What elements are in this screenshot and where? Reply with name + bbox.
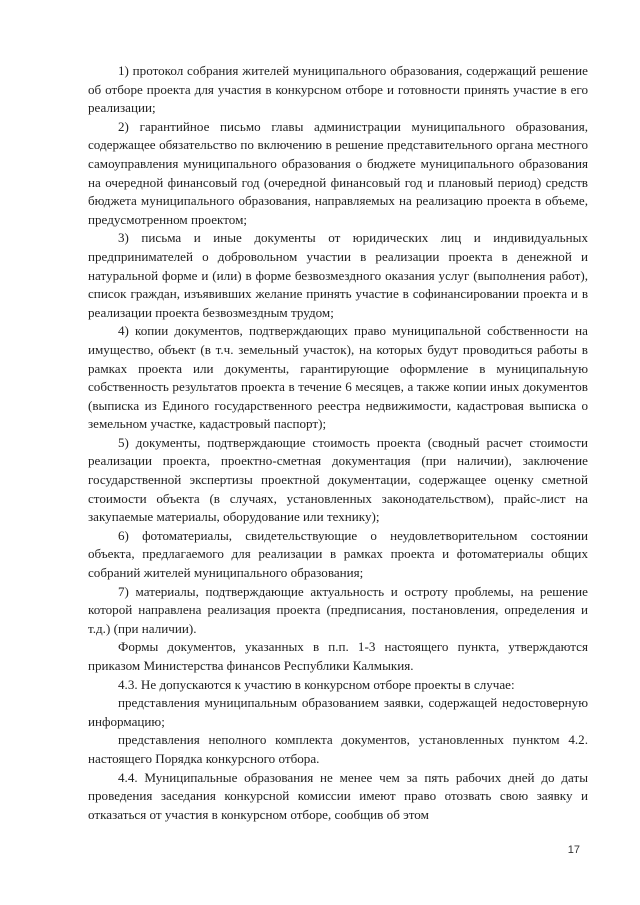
paragraph-forms: Формы документов, указанных в п.п. 1-3 настоящего пункта, утверждаются приказом Министерства финансов Республики Калмыкия. xyxy=(88,639,588,673)
paragraph-item-3: 3) письма и иные документы от юридических лиц и индивидуальных предпринимателей о добровольном участии в реализации проекта в денежной и натуральной форме и (или) в форме безвозмездного оказания услуг (выполнения работ), список граждан, изъявивших желание принять участие в софинансировании проекта и в реализации проекта безвозмездным трудом; xyxy=(88,230,588,320)
paragraph-item-5: 5) документы, подтверждающие стоимость проекта (сводный расчет стоимости реализации проекта, проектно-сметная документация (при наличии), заключение государственной экспертизы проектной документации, содержащее оценку сметной стоимости объекта (в случаях, установленных законодательством), прайс-лист на закупаемые материалы, оборудование или технику); xyxy=(88,434,588,525)
paragraph-condition-1: представления муниципальным образованием заявки, содержащей недостоверную информацию; xyxy=(88,695,588,729)
paragraph-section-4-4: 4.4. Муниципальные образования не менее чем за пять рабочих дней до даты проведения заседания конкурсной комиссии имеют право отозвать свою заявку и отказаться от участия в конкурсном отборе, сообщив об этом xyxy=(88,769,588,822)
paragraph-item-7: 7) материалы, подтверждающие актуальность и остроту проблемы, на решение которой направлена реализация проекта (предписания, постановления, определения и т.д.) (при наличии). xyxy=(88,583,588,636)
paragraph-section-4-3: 4.3. Не допускаются к участию в конкурсном отборе проекты в случае: xyxy=(118,676,515,692)
paragraph-condition-2: представления неполного комплекта документов, установленных пунктом 4.2. настоящего Порядка конкурсного отбора. xyxy=(88,732,588,766)
paragraph-item-4: 4) копии документов, подтверждающих право муниципальной собственности на имущество, объект (в т.ч. земельный участок), на которых будут проводиться работы в рамках проекта или документы, гарантирующие оформление в муниципальную собственность результатов проекта в течение 6 месяцев, а также копии иных документов (выписка из Единого государственного реестра недвижимости, кадастровая выписка о земельном участке, кадастровый паспорт); xyxy=(88,323,588,432)
page-number: 17 xyxy=(567,844,580,856)
document-body xyxy=(88,62,588,824)
paragraph-item-2: 2) гарантийное письмо главы администрации муниципального образования, содержащее обязательство по включению в решение представительного органа местного самоуправления муниципального образования о бюджете муниципального образования на очередной финансовый год (очередной финансовый год и плановый период) средств бюджета муниципального образования, направляемых на реализацию проекта в объеме, предусмотренном проектом; xyxy=(88,118,588,227)
paragraph-item-6: 6) фотоматериалы, свидетельствующие о неудовлетворительном состоянии объекта, предлагаемого для реализации в рамках проекта и фотоматериалы общих собраний жителей муниципального образования; xyxy=(88,527,588,581)
paragraph-item-1: 1) протокол собрания жителей муниципального образования, содержащий решение об отборе проекта для участия в конкурсном отборе и готовности принять участие в его реализации; xyxy=(88,63,588,116)
